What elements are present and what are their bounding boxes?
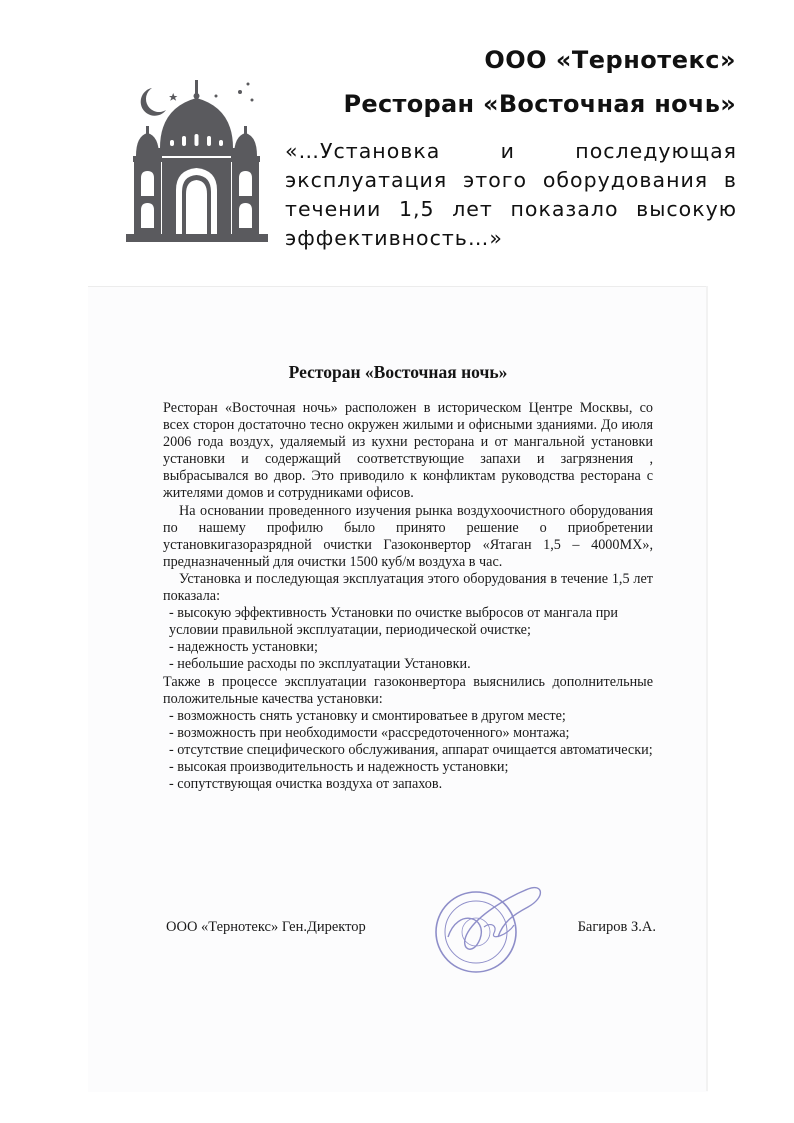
list-item: - отсутствие специфического обслуживания, аппарат очищается автоматически; <box>169 741 653 758</box>
letter-paragraph: Также в процессе эксплуатации газоконвертора выяснились дополнительные положительные качества установки: <box>163 673 653 707</box>
mosque-icon <box>124 78 270 243</box>
signature-row <box>166 915 656 955</box>
letter-paragraph: Установка и последующая эксплуатация этого оборудования в течение 1,5 лет показала: <box>163 570 653 605</box>
scanned-letter <box>88 286 708 1092</box>
letter-title: Ресторан «Восточная ночь» <box>288 362 508 382</box>
signatory-title: ООО «Тернотекс» Ген.Директор <box>166 919 366 935</box>
restaurant-name: Ресторан «Восточная ночь» <box>343 90 736 118</box>
scan-edge <box>706 286 708 1091</box>
list-item: - возможность при необходимости «рассредоточенного» монтажа; <box>169 724 570 741</box>
list-item: - сопутствующая очистка воздуха от запахов. <box>169 776 443 793</box>
list-item: - возможность снять установку и смонтироватьее в другом месте; <box>169 707 566 724</box>
company-name: ООО «Тернотекс» <box>484 46 736 74</box>
testimonial-quote: «…Установка и последующая эксплуатация этого оборудования в течении 1,5 лет показало высокую эффективность…» <box>285 139 737 250</box>
letter-paragraph: Ресторан «Восточная ночь» расположен в историческом Центре Москвы, со всех сторон достаточно тесно окружен жилыми и офисными зданиями. До июля 2006 года воздух, удаляемый из кухни ресторана и от мангальной установки установки и содержащий соответствующие запахи и загрязнения , выбрасывался во двор. Это приводило к конфликтам руководства ресторана с жителями домов и сотрудниками офисов. <box>163 400 653 502</box>
letter-body <box>163 400 653 793</box>
list-item: - высокая производительность и надежность установки; <box>169 758 509 775</box>
list-item: - высокую эффективность Установки по очистке выбросов от мангала при условии правильной эксплуатации, периодической очистке; <box>169 605 618 639</box>
letter-paragraph: На основании проведенного изучения рынка воздухоочистного оборудования по нашему профилю было принято решение о приобретении установкигазоразрядной очистки Газоконвертор «Ятаган 1,5 – 4000МХ», предназначенный для очистки 1500 куб/м воздуха в час. <box>163 502 653 570</box>
list-item: - небольшие расходы по эксплуатации Установки. <box>169 656 471 673</box>
signatory-name: Багиров З.А. <box>577 919 656 935</box>
list-item: - надежность установки; <box>169 639 318 656</box>
